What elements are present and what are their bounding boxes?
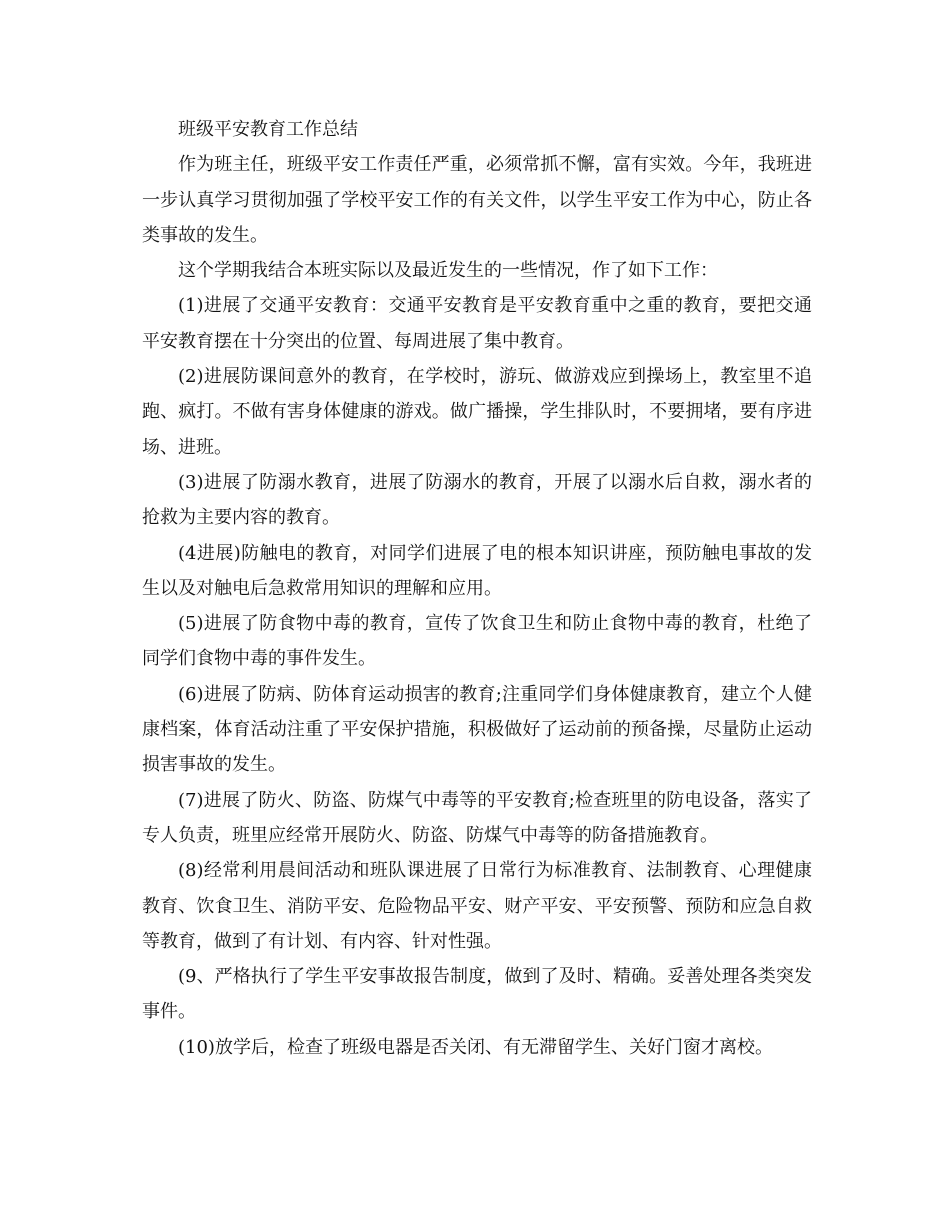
paragraph-intro: 作为班主任，班级平安工作责任严重，必须常抓不懈，富有实效。今年，我班进一步认真学习贯彻加强了学校平安工作的有关文件，以学生平安工作为中心，防止各类事故的发生。	[142, 154, 812, 246]
paragraph-item-3: (3)进展了防溺水教育，进展了防溺水的教育，开展了以溺水后自救，溺水者的抢救为主要内容的教育。	[142, 471, 812, 529]
paragraph-item-4: (4进展)防触电的教育，对同学们进展了电的根本知识讲座，预防触电事故的发生以及对触电后急救常用知识的理解和应用。	[142, 542, 812, 599]
paragraph-item-7: (7)进展了防火、防盗、防煤气中毒等的平安教育;检查班里的防电设备，落实了专人负责，班里应经常开展防火、防盗、防煤气中毒等的防备措施教育。	[142, 789, 812, 846]
document-title: 班级平安教育工作总结	[178, 119, 358, 140]
paragraph-item-6: (6)进展了防病、防体育运动损害的教育;注重同学们身体健康教育，建立个人健康档案，体育活动注重了平安保护措施，积极做好了运动前的预备操，尽量防止运动损害事故的发生。	[142, 683, 812, 776]
paragraph-item-1: (1)进展了交通平安教育：交通平安教育是平安教育重中之重的教育，要把交通平安教育摆在十分突出的位置、每周进展了集中教育。	[142, 295, 812, 352]
paragraph-overview: 这个学期我结合本班实际以及最近发生的一些情况，作了如下工作：	[178, 260, 718, 282]
paragraph-item-8: (8)经常利用晨间活动和班队课进展了日常行为标准教育、法制教育、心理健康教育、饮食卫生、消防平安、危险物品平安、财产平安、平安预警、预防和应急自救等教育，做到了有计划、有内容、针对性强。	[142, 860, 812, 952]
paragraph-item-5: (5)进展了防食物中毒的教育，宣传了饮食卫生和防止食物中毒的教育，杜绝了同学们食物中毒的事件发生。	[142, 613, 812, 670]
paragraph-item-2: (2)进展防课间意外的教育，在学校时，游玩、做游戏应到操场上，教室里不追跑、疯打。不做有害身体健康的游戏。做广播操，学生排队时，不要拥堵，要有序进场、进班。	[142, 366, 812, 458]
paragraph-item-10: (10)放学后，检查了班级电器是否关闭、有无滞留学生、关好门窗才离校。	[178, 1036, 773, 1058]
paragraph-item-9: (9、严格执行了学生平安事故报告制度，做到了及时、精确。妥善处理各类突发事件。	[142, 966, 812, 1023]
document-body	[142, 112, 812, 1065]
